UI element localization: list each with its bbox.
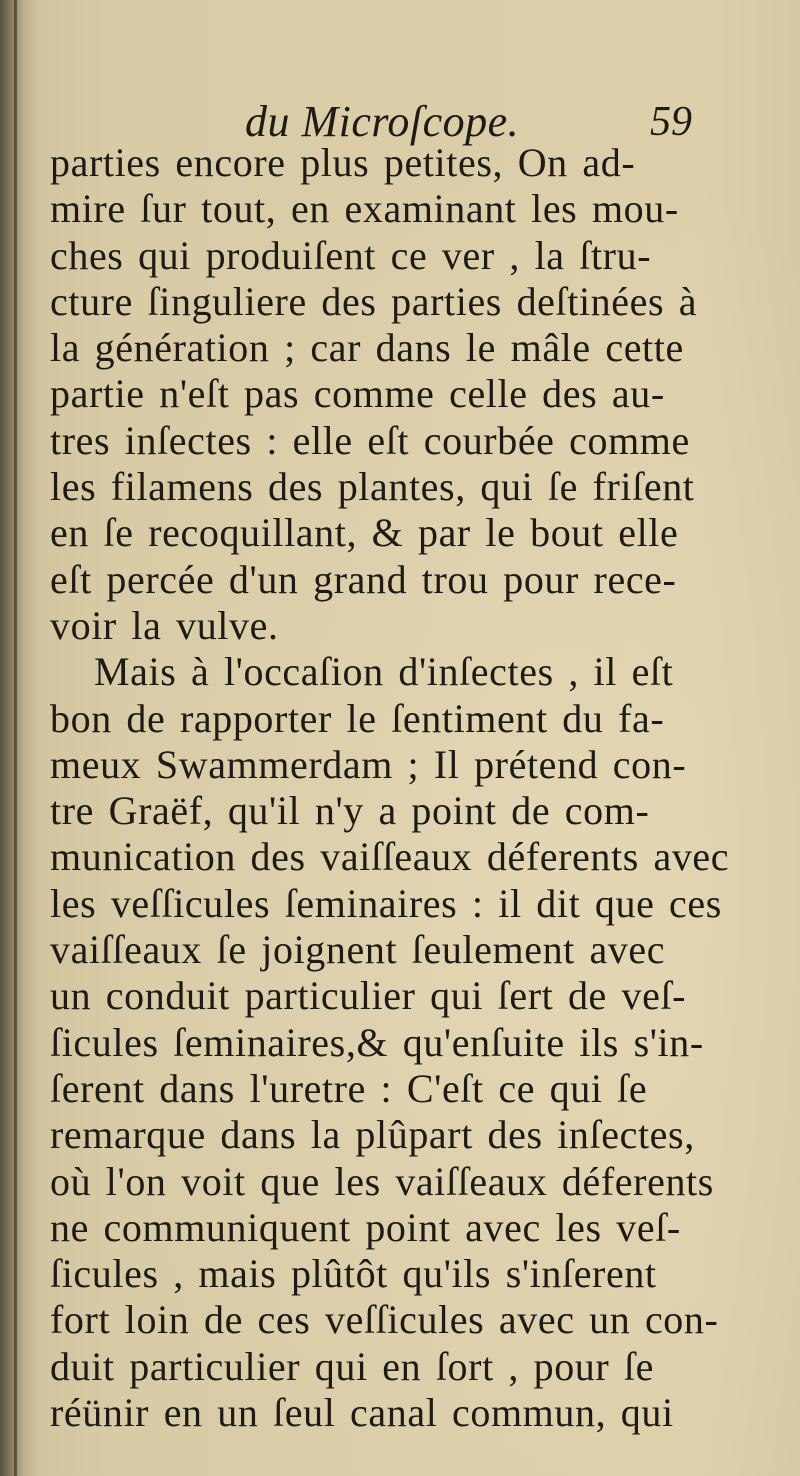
text-line: munication des vaiſſeaux déferents avec	[50, 834, 730, 880]
text-line: ſicules , mais plûtôt qu'ils s'inſerent	[50, 1251, 657, 1297]
text-line: ſerent dans l'uretre : C'eſt ce qui ſe	[50, 1065, 648, 1111]
text-line: les veſſicules ſeminaires : il dit que ces	[50, 880, 722, 926]
text-line: la génération ; car dans le mâle cette	[50, 325, 684, 371]
text-line: où l'on voit que les vaiſſeaux déferents	[50, 1158, 714, 1204]
text-line: tres inſectes : elle eſt courbée comme	[50, 417, 690, 463]
text-line: remarque dans la plûpart des inſectes,	[50, 1112, 695, 1158]
text-line: en ſe recoquillant, & par le bout elle	[50, 510, 679, 556]
paragraph-start-line: Mais à l'occaſion d'inſectes , il eſt	[94, 649, 674, 695]
text-line: bon de rapporter le ſentiment du fa-	[50, 695, 665, 741]
text-line: partie n'eſt pas comme celle des au-	[50, 371, 665, 417]
text-line: vaiſſeaux ſe joignent ſeulement avec	[50, 927, 666, 973]
text-line: parties encore plus petites, On ad-	[50, 140, 636, 185]
text-line: duit particulier qui en ſort , pour ſe	[50, 1343, 654, 1389]
text-line: réünir en un ſeul canal commun, qui	[50, 1390, 674, 1436]
text-line: les filamens des plantes, qui ſe friſent	[50, 464, 695, 510]
page-number: 59	[650, 99, 692, 145]
text-line: fort loin de ces veſſicules avec un con-	[50, 1297, 719, 1343]
text-line: ches qui produiſent ce ver , la ſtru-	[50, 232, 652, 278]
text-line: un conduit particulier qui ſert de veſ-	[50, 973, 687, 1019]
running-title: du Microſcope.	[245, 97, 520, 146]
text-line: ne communiquent point avec les veſ-	[50, 1204, 681, 1250]
text-line: cture ſinguliere des parties deſtinées à	[50, 278, 698, 324]
body-text	[50, 140, 785, 1436]
text-line: mire ſur tout, en examinant les mou-	[50, 186, 679, 232]
text-line: voir la vulve.	[50, 602, 279, 648]
text-line: meux Swammerdam ; Il prétend con-	[50, 741, 687, 787]
text-line: eſt percée d'un grand trou pour rece-	[50, 556, 677, 602]
text-line: tre Graëf, qu'il n'y a point de com-	[50, 788, 650, 834]
binding-gutter	[14, 0, 17, 1476]
text-line: ſicules ſeminaires,& qu'enſuite ils s'in-	[50, 1019, 704, 1065]
